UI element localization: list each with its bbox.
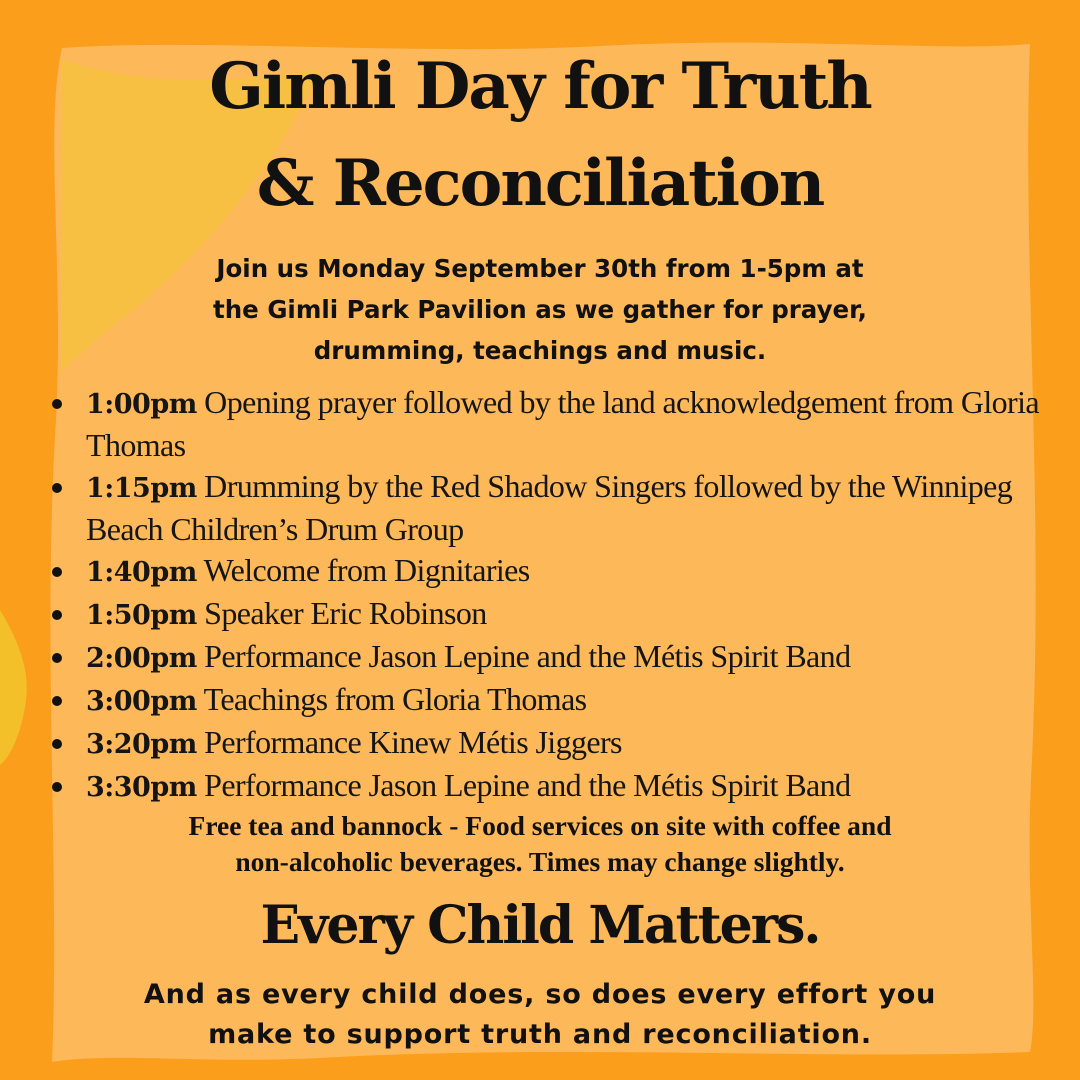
schedule-item <box>48 550 1068 593</box>
intro-paragraph <box>60 248 1020 371</box>
intro-line-3: drumming, teachings and music. <box>313 336 767 365</box>
bullet-icon <box>52 483 62 493</box>
schedule-text: Drumming by the Red Shadow Singers followed by the Winnipeg Beach Children’s Drum Group <box>86 468 1013 547</box>
schedule-time: 3:30pm <box>86 772 197 803</box>
schedule-text: Welcome from Dignitaries <box>196 552 530 588</box>
bullet-icon <box>52 399 62 409</box>
footnote <box>60 808 1020 880</box>
bullet-icon <box>52 782 62 792</box>
schedule-item <box>48 382 1068 466</box>
bullet-icon <box>52 696 62 706</box>
schedule-text: Speaker Eric Robinson <box>196 595 487 631</box>
schedule-text: Performance Jason Lepine and the Métis Spirit Band <box>196 767 851 803</box>
title-line-1: Gimli Day for Truth <box>209 49 871 124</box>
bullet-icon <box>52 567 62 577</box>
schedule-item <box>48 466 1068 550</box>
schedule-time: 1:15pm <box>86 473 197 504</box>
schedule-time: 3:00pm <box>86 686 197 717</box>
closing-line-2: make to support truth and reconciliation. <box>208 1019 872 1050</box>
bullet-icon <box>52 653 62 663</box>
bullet-icon <box>52 610 62 620</box>
schedule-text: Performance Kinew Métis Jiggers <box>196 724 622 760</box>
schedule-time: 1:40pm <box>86 557 197 588</box>
tagline: Every Child Matters. <box>260 895 820 956</box>
schedule-time: 2:00pm <box>86 643 197 674</box>
schedule-time: 1:00pm <box>86 389 197 420</box>
schedule-list <box>48 382 1068 808</box>
footnote-line-2: non-alcoholic beverages. Times may change slightly. <box>235 846 845 877</box>
schedule-time: 3:20pm <box>86 729 197 760</box>
title-line-2: & Reconciliation <box>256 146 824 221</box>
schedule-item <box>48 765 1068 808</box>
intro-line-1: Join us Monday September 30th from 1-5pm at <box>216 254 864 283</box>
schedule-text: Opening prayer followed by the land acknowledgement from Gloria Thomas <box>86 384 1039 463</box>
schedule-item <box>48 679 1068 722</box>
closing-message <box>40 975 1040 1055</box>
schedule-text: Teachings from Gloria Thomas <box>196 681 587 717</box>
schedule-item <box>48 722 1068 765</box>
schedule-item <box>48 636 1068 679</box>
bullet-icon <box>52 739 62 749</box>
schedule-text: Performance Jason Lepine and the Métis Spirit Band <box>196 638 851 674</box>
closing-line-1: And as every child does, so does every effort you <box>143 979 937 1010</box>
schedule-item <box>48 593 1068 636</box>
schedule-time: 1:50pm <box>86 600 197 631</box>
footnote-line-1: Free tea and bannock - Food services on site with coffee and <box>188 810 892 841</box>
intro-line-2: the Gimli Park Pavilion as we gather for prayer, <box>213 295 867 324</box>
